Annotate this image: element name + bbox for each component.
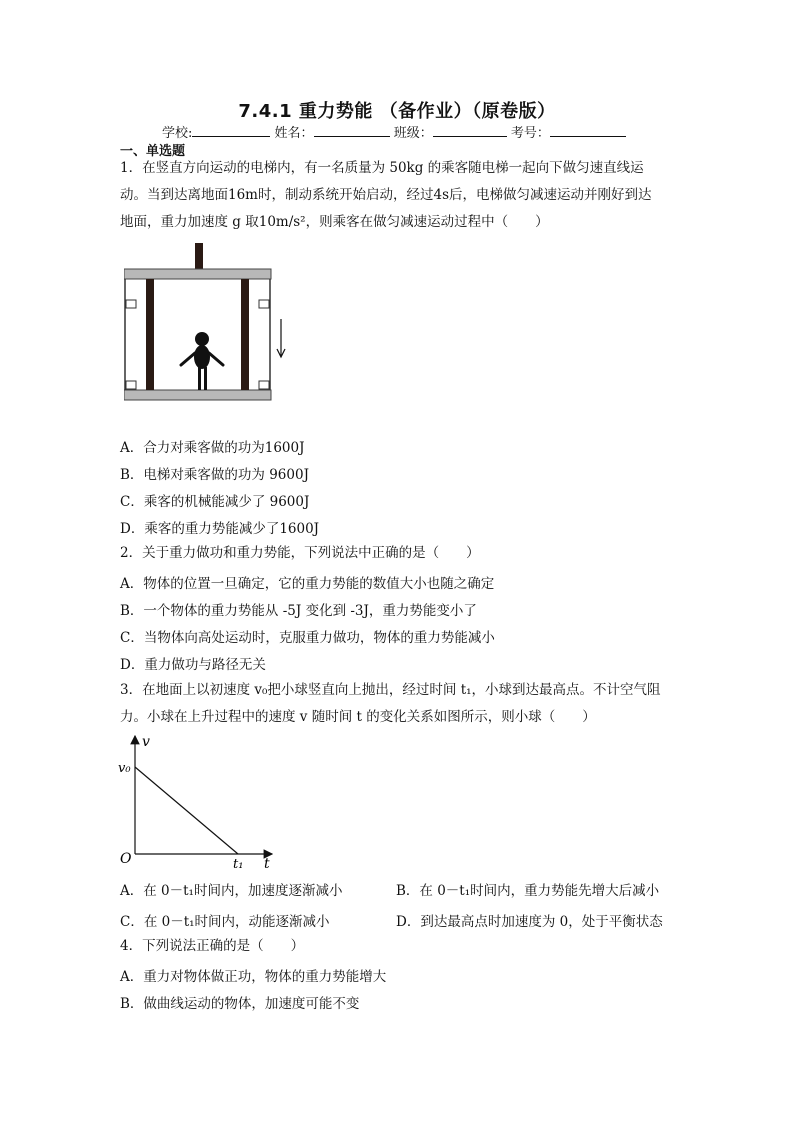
q3-line: 力。小球在上升过程中的速度 v 随时间 t 的变化关系如图所示，则小球（ ） bbox=[120, 709, 596, 725]
q3-option-d[interactable]: D．到达最高点时加速度为 0，处于平衡状态 bbox=[396, 914, 663, 930]
y-axis-label: v bbox=[142, 734, 150, 750]
passenger-icon bbox=[181, 332, 223, 390]
exam-no-field[interactable] bbox=[550, 123, 626, 137]
q2-option-d[interactable]: D．重力做功与路径无关 bbox=[120, 657, 266, 673]
q4-stem: 4．下列说法正确的是（ ） bbox=[120, 938, 305, 954]
document-title: 7.4.1 重力势能 （备作业）（原卷版） bbox=[238, 101, 556, 122]
x-axis-label: t bbox=[264, 856, 270, 872]
q1-option-b[interactable]: B．电梯对乘客做的功为 9600J bbox=[120, 467, 309, 483]
q2-option-c[interactable]: C．当物体向高处运动时，克服重力做功，物体的重力势能减小 bbox=[120, 630, 495, 646]
elevator-cable bbox=[195, 243, 203, 269]
elevator-pillar-left bbox=[146, 279, 154, 390]
v0-label: v₀ bbox=[118, 761, 131, 776]
q3-option-c[interactable]: C．在 0－t₁时间内，动能逐渐减小 bbox=[120, 914, 330, 930]
q3-option-b[interactable]: B．在 0－t₁时间内，重力势能先增大后减小 bbox=[396, 883, 660, 899]
q2-option-a[interactable]: A．物体的位置一旦确定，它的重力势能的数值大小也随之确定 bbox=[120, 576, 495, 592]
class-field[interactable] bbox=[433, 123, 507, 137]
elevator-figure bbox=[124, 243, 294, 403]
t1-label: t₁ bbox=[233, 857, 244, 872]
q3-option-a[interactable]: A．在 0－t₁时间内，加速度逐渐减小 bbox=[120, 883, 343, 899]
velocity-line bbox=[135, 767, 238, 854]
velocity-time-graph bbox=[116, 730, 282, 872]
elevator-pillar-right bbox=[241, 279, 249, 390]
down-arrow-icon bbox=[277, 319, 285, 357]
elevator-floor bbox=[124, 390, 271, 400]
elevator-ceiling bbox=[124, 269, 271, 279]
student-info-row bbox=[162, 122, 626, 141]
class-label: 班级： bbox=[393, 126, 433, 141]
q1-line: 动。当到达离地面16m时，制动系统开始启动，经过4s后，电梯做匀减速运动并刚好到达 bbox=[120, 187, 652, 203]
origin-label: O bbox=[120, 851, 132, 867]
school-field[interactable] bbox=[192, 123, 270, 137]
q4-option-b[interactable]: B．做曲线运动的物体，加速度可能不变 bbox=[120, 996, 360, 1012]
q1-option-a[interactable]: A．合力对乘客做的功为1600J bbox=[120, 440, 305, 456]
q2-stem: 2．关于重力做功和重力势能，下列说法中正确的是（ ） bbox=[120, 545, 480, 561]
section-heading: 一、单选题 bbox=[120, 144, 186, 159]
q3-line: 3．在地面上以初速度 v₀把小球竖直向上抛出，经过时间 t₁，小球到达最高点。不计空气阻 bbox=[120, 682, 661, 698]
q1-line: 1．在竖直方向运动的电梯内，有一名质量为 50kg 的乘客随电梯一起向下做匀速直线运 bbox=[120, 160, 644, 176]
name-field[interactable] bbox=[314, 123, 390, 137]
exam-no-label: 考号： bbox=[510, 126, 550, 141]
q1-option-d[interactable]: D．乘客的重力势能减少了1600J bbox=[120, 521, 320, 537]
q1-line: 地面，重力加速度 g 取10m/s²，则乘客在做匀减速运动过程中（ ） bbox=[120, 214, 549, 230]
q4-option-a[interactable]: A．重力对物体做正功，物体的重力势能增大 bbox=[120, 969, 387, 985]
name-label: 姓名： bbox=[274, 126, 314, 141]
q2-option-b[interactable]: B．一个物体的重力势能从 -5J 变化到 -3J，重力势能变小了 bbox=[120, 603, 477, 619]
school-label: 学校: bbox=[162, 126, 193, 141]
q1-option-c[interactable]: C．乘客的机械能减少了 9600J bbox=[120, 494, 310, 510]
